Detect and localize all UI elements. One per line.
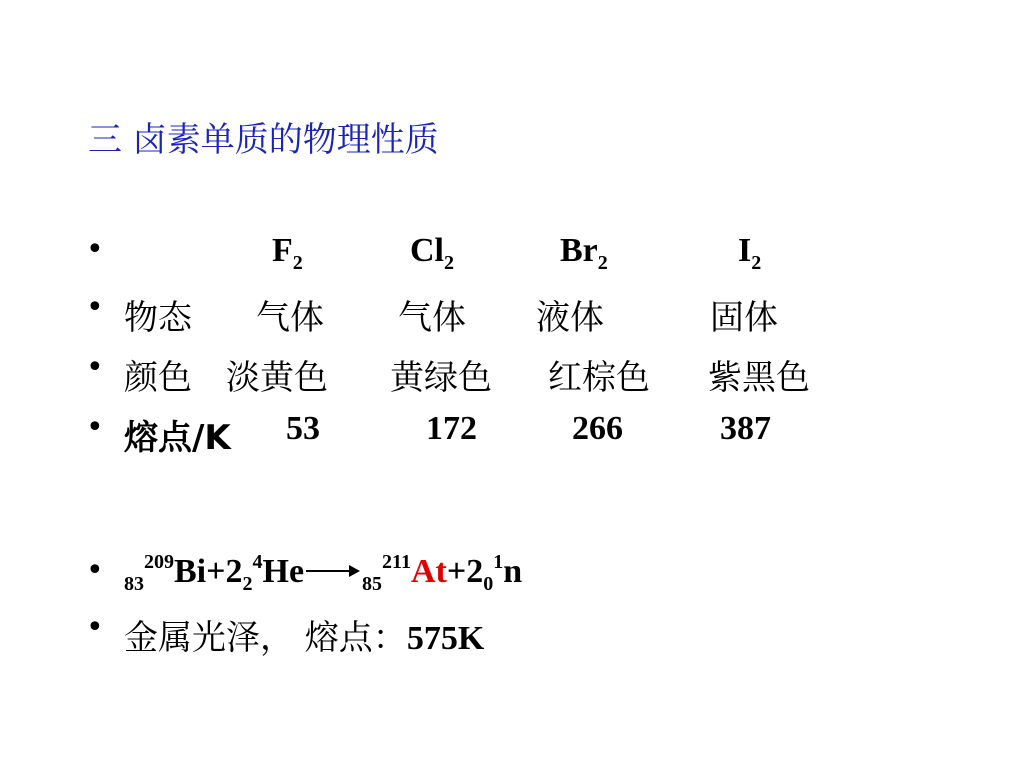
color-cl2: 黄绿色 xyxy=(390,358,492,398)
melting-row xyxy=(0,410,1024,460)
halogen-cl2: $Cl_2$ xyxy=(410,232,454,274)
bullet: • xyxy=(86,410,104,445)
state-label: 物态 xyxy=(124,298,192,338)
state-row xyxy=(0,290,1024,340)
astatine-note: 金属光泽， 熔点：575K xyxy=(124,618,485,658)
state-br2: 液体 xyxy=(536,298,604,338)
arrow-icon xyxy=(306,570,358,572)
state-cl2: 气体 xyxy=(398,298,466,338)
state-f2: 气体 xyxy=(256,298,324,338)
melting-label: 熔点/K xyxy=(124,418,231,458)
halogen-br2: $Br_2$ xyxy=(560,232,608,274)
color-label: 颜色 xyxy=(124,358,192,398)
halogen-i2: $I_2$ xyxy=(738,232,762,274)
bullet: • xyxy=(86,553,104,588)
melting-i2: 387 xyxy=(720,410,771,447)
bullet: • xyxy=(86,350,104,385)
color-row xyxy=(0,350,1024,400)
bullet: • xyxy=(86,610,104,645)
bullet: • xyxy=(86,232,104,267)
nuclear-equation: $_{83}^{209}Bi+2_2^4He$ $_{85}^{211}At+2_0^1n$ xyxy=(124,551,523,595)
melting-br2: 266 xyxy=(572,410,623,447)
color-f2: 淡黄色 xyxy=(226,358,328,398)
melting-f2: 53 xyxy=(286,410,320,447)
melting-cl2: 172 xyxy=(426,410,477,447)
reaction-row xyxy=(0,553,1024,603)
color-br2: 红棕色 xyxy=(548,358,650,398)
state-i2: 固体 xyxy=(710,298,778,338)
color-i2: 紫黑色 xyxy=(708,358,810,398)
bullet: • xyxy=(86,290,104,325)
halogen-header-row xyxy=(0,232,1024,282)
halogen-f2: $F_2$ xyxy=(272,232,303,274)
astatine-symbol: At xyxy=(410,553,447,590)
astatine-note-row xyxy=(0,610,1024,660)
page-title: 三 卤素单质的物理性质 xyxy=(88,120,439,160)
